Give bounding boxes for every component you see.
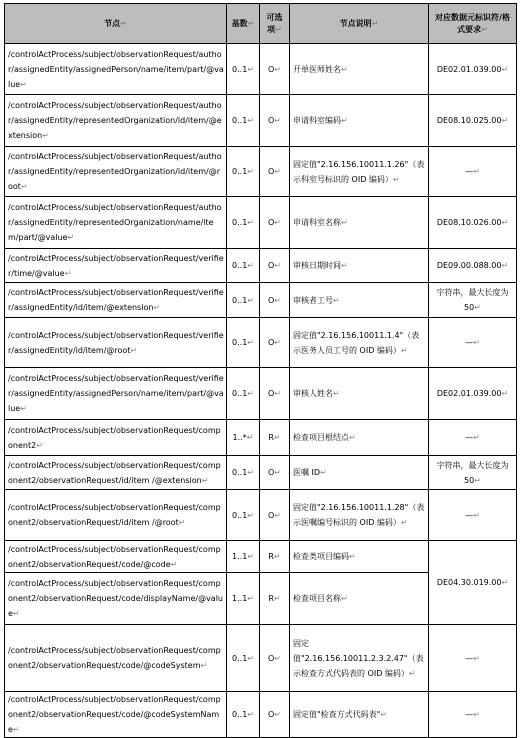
optional-cell: R↵ (260, 541, 290, 573)
table-row (5, 197, 517, 249)
description-cell: 固定值"2.16.156.10011.1.4"（表示医务人员工号的 OID 编码）↵ (290, 318, 429, 368)
optional-cell: O↵ (260, 249, 290, 283)
node-path-cell: /controlActProcess/subject/observationRequest/component2/observationRequest/id/item /@root↵ (5, 490, 227, 541)
cardinality-cell: 0..1↵ (227, 147, 260, 197)
element-cell: —↵ (429, 420, 517, 456)
header-node: 节点↵ (5, 4, 227, 44)
node-path-cell: /controlActProcess/subject/observationRequest/component2/observationRequest/id/item /@extension↵ (5, 456, 227, 490)
element-cell: 字符串，最大长度为 50↵ (429, 456, 517, 490)
node-path-cell: /controlActProcess/subject/observationRequest/verifier/assignedEntity/assignedPerson/name/item/part/@value↵ (5, 368, 227, 420)
element-cell: DE04.30.019.00↵ (429, 541, 517, 625)
cardinality-cell: 0..1↵ (227, 249, 260, 283)
cardinality-cell: 0..1↵ (227, 95, 260, 147)
node-path-cell: /controlActProcess/subject/observationRequest/component2↵ (5, 420, 227, 456)
description-cell: 医嘱 ID↵ (290, 456, 429, 490)
description-cell: 检查项目根结点↵ (290, 420, 429, 456)
optional-cell: O↵ (260, 44, 290, 95)
description-cell: 审核人姓名↵ (290, 368, 429, 420)
optional-cell: O↵ (260, 318, 290, 368)
description-cell: 审核日期时间↵ (290, 249, 429, 283)
optional-cell: O↵ (260, 147, 290, 197)
optional-cell: O↵ (260, 283, 290, 318)
description-cell: 固定值"2.16.156.10011.1.28"（表示医嘱编号标识的 OID 编码）↵ (290, 490, 429, 541)
optional-cell: O↵ (260, 456, 290, 490)
description-cell: 固定值"2.16.156.10011.1.26"（表示科室号标识的 OID 编码）↵ (290, 147, 429, 197)
description-cell: 检查类项目编码↵ (290, 541, 429, 573)
table-row (5, 44, 517, 95)
optional-cell: O↵ (260, 490, 290, 541)
header-cardinality: 基数↵ (227, 4, 260, 44)
cardinality-cell: 0..1↵ (227, 283, 260, 318)
cardinality-cell: 0..1↵ (227, 197, 260, 249)
table-row (5, 318, 517, 368)
description-cell: 审核者工号↵ (290, 283, 429, 318)
node-path-cell: /controlActProcess/subject/observationRequest/component2/observationRequest/code/@codeSystemName↵ (5, 692, 227, 738)
cardinality-cell: 1..1↵ (227, 573, 260, 625)
node-path-cell: /controlActProcess/subject/observationRequest/author/assignedEntity/representedOrganization/id/item/@extension↵ (5, 95, 227, 147)
node-path-cell: /controlActProcess/subject/observationRequest/verifier/assignedEntity/id/item/@root↵ (5, 318, 227, 368)
header-optional: 可选项↵ (260, 4, 290, 44)
table-row (5, 490, 517, 541)
description-cell: 固定值"检查方式代码表"↵ (290, 692, 429, 738)
node-path-cell: /controlActProcess/subject/observationRequest/verifier/assignedEntity/id/item/@extension↵ (5, 283, 227, 318)
optional-cell: O↵ (260, 368, 290, 420)
optional-cell: O↵ (260, 625, 290, 692)
table-row (5, 420, 517, 456)
element-cell: —↵ (429, 625, 517, 692)
element-cell: —↵ (429, 318, 517, 368)
optional-cell: R↵ (260, 420, 290, 456)
spec-table (4, 3, 517, 738)
optional-cell: O↵ (260, 692, 290, 738)
element-cell: DE02.01.039.00↵ (429, 44, 517, 95)
node-path-cell: /controlActProcess/subject/observationRequest/verifier/time/@value↵ (5, 249, 227, 283)
table-row (5, 283, 517, 318)
cardinality-cell: 0..1↵ (227, 490, 260, 541)
element-cell: —↵ (429, 147, 517, 197)
element-cell: DE09.00.088.00↵ (429, 249, 517, 283)
cardinality-cell: 0..1↵ (227, 368, 260, 420)
description-cell: 固定值"2.16.156.10011.2.3.2.47"（表示检查方式代码表的 OID 编码）↵ (290, 625, 429, 692)
table-row (5, 692, 517, 738)
cardinality-cell: 1..1↵ (227, 541, 260, 573)
node-path-cell: /controlActProcess/subject/observationRequest/author/assignedEntity/assignedPerson/name/item/part/@value↵ (5, 44, 227, 95)
optional-cell: O↵ (260, 95, 290, 147)
table-row (5, 456, 517, 490)
cardinality-cell: 0..1↵ (227, 456, 260, 490)
cardinality-cell: 0..1↵ (227, 318, 260, 368)
table-row (5, 368, 517, 420)
cardinality-cell: 0..1↵ (227, 44, 260, 95)
description-cell: 申请科室名称↵ (290, 197, 429, 249)
element-cell: DE08.10.025.00↵ (429, 95, 517, 147)
element-cell: —↵ (429, 490, 517, 541)
cardinality-cell: 0..1↵ (227, 625, 260, 692)
optional-cell: O↵ (260, 197, 290, 249)
table-row (5, 95, 517, 147)
description-cell: 开单医师姓名↵ (290, 44, 429, 95)
header-row (5, 4, 517, 44)
optional-cell: R↵ (260, 573, 290, 625)
cardinality-cell: 1..*↵ (227, 420, 260, 456)
node-path-cell: /controlActProcess/subject/observationRequest/component2/observationRequest/code/displayName/@value↵ (5, 573, 227, 625)
node-path-cell: /controlActProcess/subject/observationRequest/component2/observationRequest/code/@code↵ (5, 541, 227, 573)
node-path-cell: /controlActProcess/subject/observationRequest/author/assignedEntity/representedOrganization/id/item/@root↵ (5, 147, 227, 197)
description-cell: 申请科室编码↵ (290, 95, 429, 147)
node-path-cell: /controlActProcess/subject/observationRequest/author/assignedEntity/representedOrganization/name/item/part/@value↵ (5, 197, 227, 249)
table-row (5, 625, 517, 692)
table-row (5, 147, 517, 197)
element-cell: DE08.10.026.00↵ (429, 197, 517, 249)
header-element: 对应数据元标识符/格式要求↵ (429, 4, 517, 44)
description-cell: 检查项目名称↵ (290, 573, 429, 625)
header-description: 节点说明↵ (290, 4, 429, 44)
table-row (5, 541, 517, 573)
element-cell: 字符串，最大长度为 50↵ (429, 283, 517, 318)
cardinality-cell: 0..1↵ (227, 692, 260, 738)
node-path-cell: /controlActProcess/subject/observationRequest/component2/observationRequest/code/@codeSystem↵ (5, 625, 227, 692)
table-row (5, 249, 517, 283)
element-cell: DE02.01.039.00↵ (429, 368, 517, 420)
element-cell: —↵ (429, 692, 517, 738)
